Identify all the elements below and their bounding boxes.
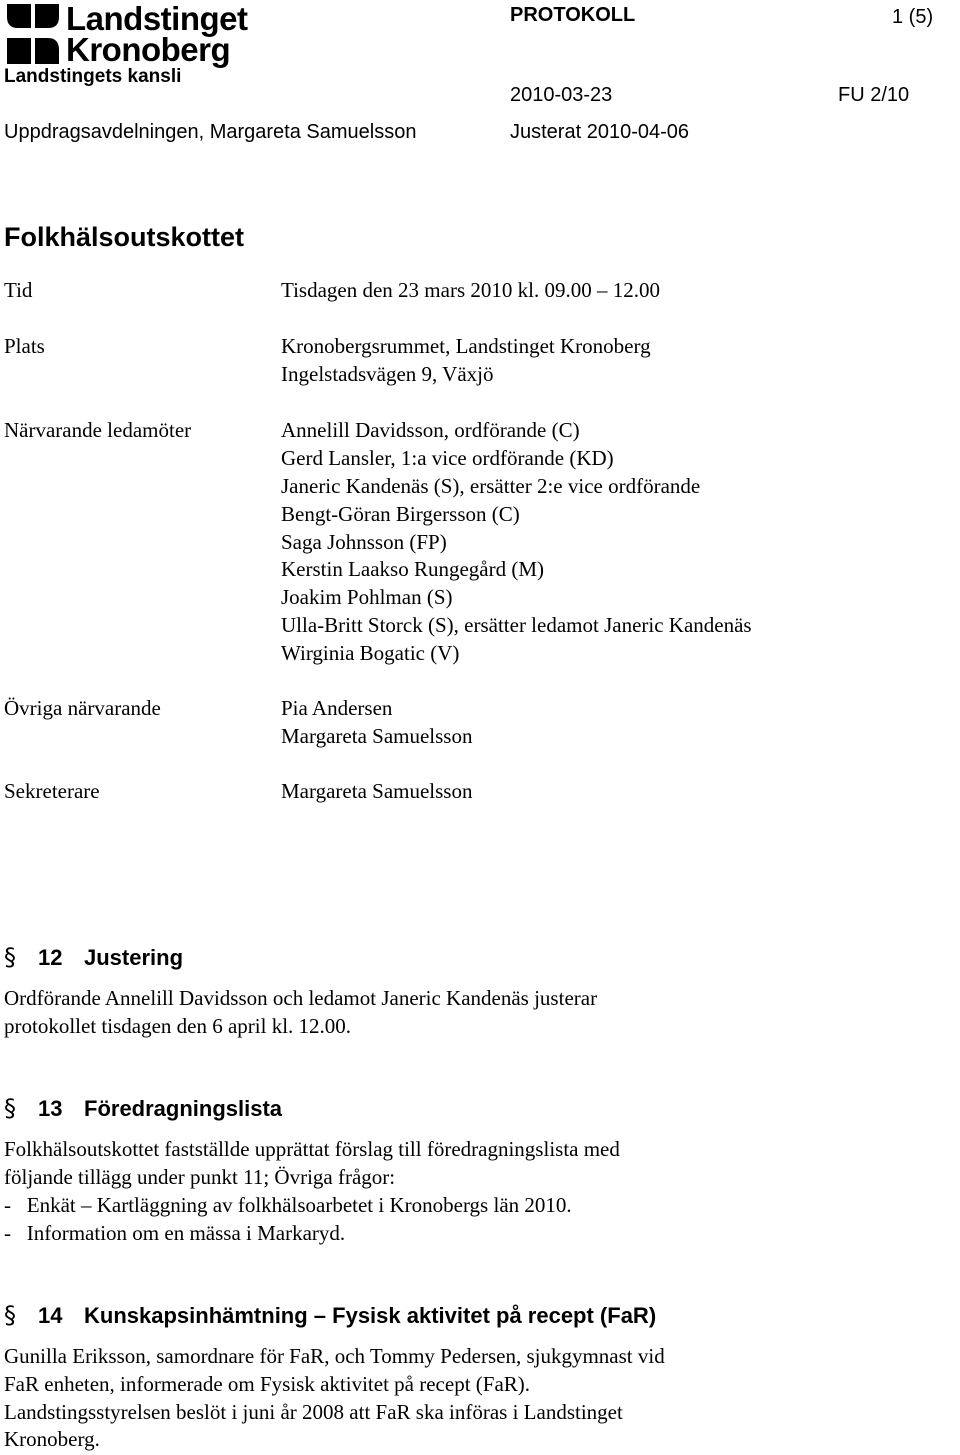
member-item: Ulla-Britt Storck (S), ersätter ledamot Janeric Kandenäs	[281, 613, 752, 637]
document-type: PROTOKOLL	[510, 4, 636, 26]
protocol-date: 2010-03-23	[510, 84, 613, 106]
section-13-line: följande tillägg under punkt 11; Övriga frågor:	[4, 1165, 396, 1189]
others-label: Övriga närvarande	[4, 696, 161, 720]
member-item: Wirginia Bogatic (V)	[281, 641, 460, 665]
section-14-line: Kronoberg.	[4, 1427, 100, 1451]
others-item: Margareta Samuelsson	[281, 724, 473, 748]
section-heading-13	[4, 1094, 282, 1122]
place-label: Plats	[4, 334, 45, 358]
place-line-2: Ingelstadsvägen 9, Växjö	[281, 362, 494, 386]
section-14-line: Landstingsstyrelsen beslöt i juni år 2008 att FaR ska införas i Landstinget	[4, 1400, 623, 1424]
section-heading-14	[4, 1301, 656, 1329]
committee-title: Folkhälsoutskottet	[4, 222, 245, 252]
section-13-line: Folkhälsoutskottet fastställde upprättat förslag till föredragningslista med	[4, 1137, 620, 1161]
paragraph-sign: §	[4, 943, 16, 971]
logo-line-1: Landstinget	[66, 0, 248, 37]
logo-mark-icon	[4, 2, 62, 68]
section-title: Justering	[84, 945, 184, 970]
section-heading-12	[4, 943, 183, 971]
member-item: Gerd Lansler, 1:a vice ordförande (KD)	[281, 446, 614, 470]
department-name: Uppdragsavdelningen, Margareta Samuelsson	[4, 121, 417, 143]
section-13-line: - Enkät – Kartläggning av folkhälsoarbetet i Kronobergs län 2010.	[4, 1193, 572, 1217]
section-13-line: - Information om en mässa i Markaryd.	[4, 1221, 346, 1245]
paragraph-sign: §	[4, 1094, 16, 1122]
others-item: Pia Andersen	[281, 696, 393, 720]
organization-logo	[4, 0, 248, 70]
time-value: Tisdagen den 23 mars 2010 kl. 09.00 – 12.00	[281, 278, 660, 302]
member-item: Saga Johnsson (FP)	[281, 530, 447, 554]
time-label: Tid	[4, 278, 33, 302]
members-label: Närvarande ledamöter	[4, 418, 192, 442]
page-number: 1 (5)	[892, 6, 934, 28]
section-title: Kunskapsinhämtning – Fysisk aktivitet på recept (FaR)	[84, 1303, 657, 1328]
section-number: 14	[38, 1303, 63, 1328]
office-name: Landstingets kansli	[4, 66, 182, 87]
section-12-line: protokollet tisdagen den 6 april kl. 12.00.	[4, 1014, 352, 1038]
section-14-line: Gunilla Eriksson, samordnare för FaR, och Tommy Pedersen, sjukgymnast vid	[4, 1344, 665, 1368]
adjusted-date: Justerat 2010-04-06	[510, 121, 690, 143]
section-14-line: FaR enheten, informerade om Fysisk aktivitet på recept (FaR).	[4, 1372, 531, 1396]
section-number: 12	[38, 945, 63, 970]
member-item: Kerstin Laakso Rungegård (M)	[281, 557, 545, 581]
member-item: Joakim Pohlman (S)	[281, 585, 453, 609]
section-number: 13	[38, 1096, 63, 1121]
protocol-reference: FU 2/10	[838, 84, 910, 106]
member-item: Janeric Kandenäs (S), ersätter 2:e vice ordförande	[281, 474, 701, 498]
member-item: Annelill Davidsson, ordförande (C)	[281, 418, 580, 442]
paragraph-sign: §	[4, 1301, 16, 1329]
secretary-name: Margareta Samuelsson	[281, 779, 473, 803]
place-line-1: Kronobergsrummet, Landstinget Kronoberg	[281, 334, 651, 358]
secretary-label: Sekreterare	[4, 779, 100, 803]
member-item: Bengt-Göran Birgersson (C)	[281, 502, 520, 526]
section-title: Föredragningslista	[84, 1096, 283, 1121]
section-12-line: Ordförande Annelill Davidsson och ledamot Janeric Kandenäs justerar	[4, 986, 598, 1010]
logo-line-2: Kronoberg	[66, 31, 231, 68]
